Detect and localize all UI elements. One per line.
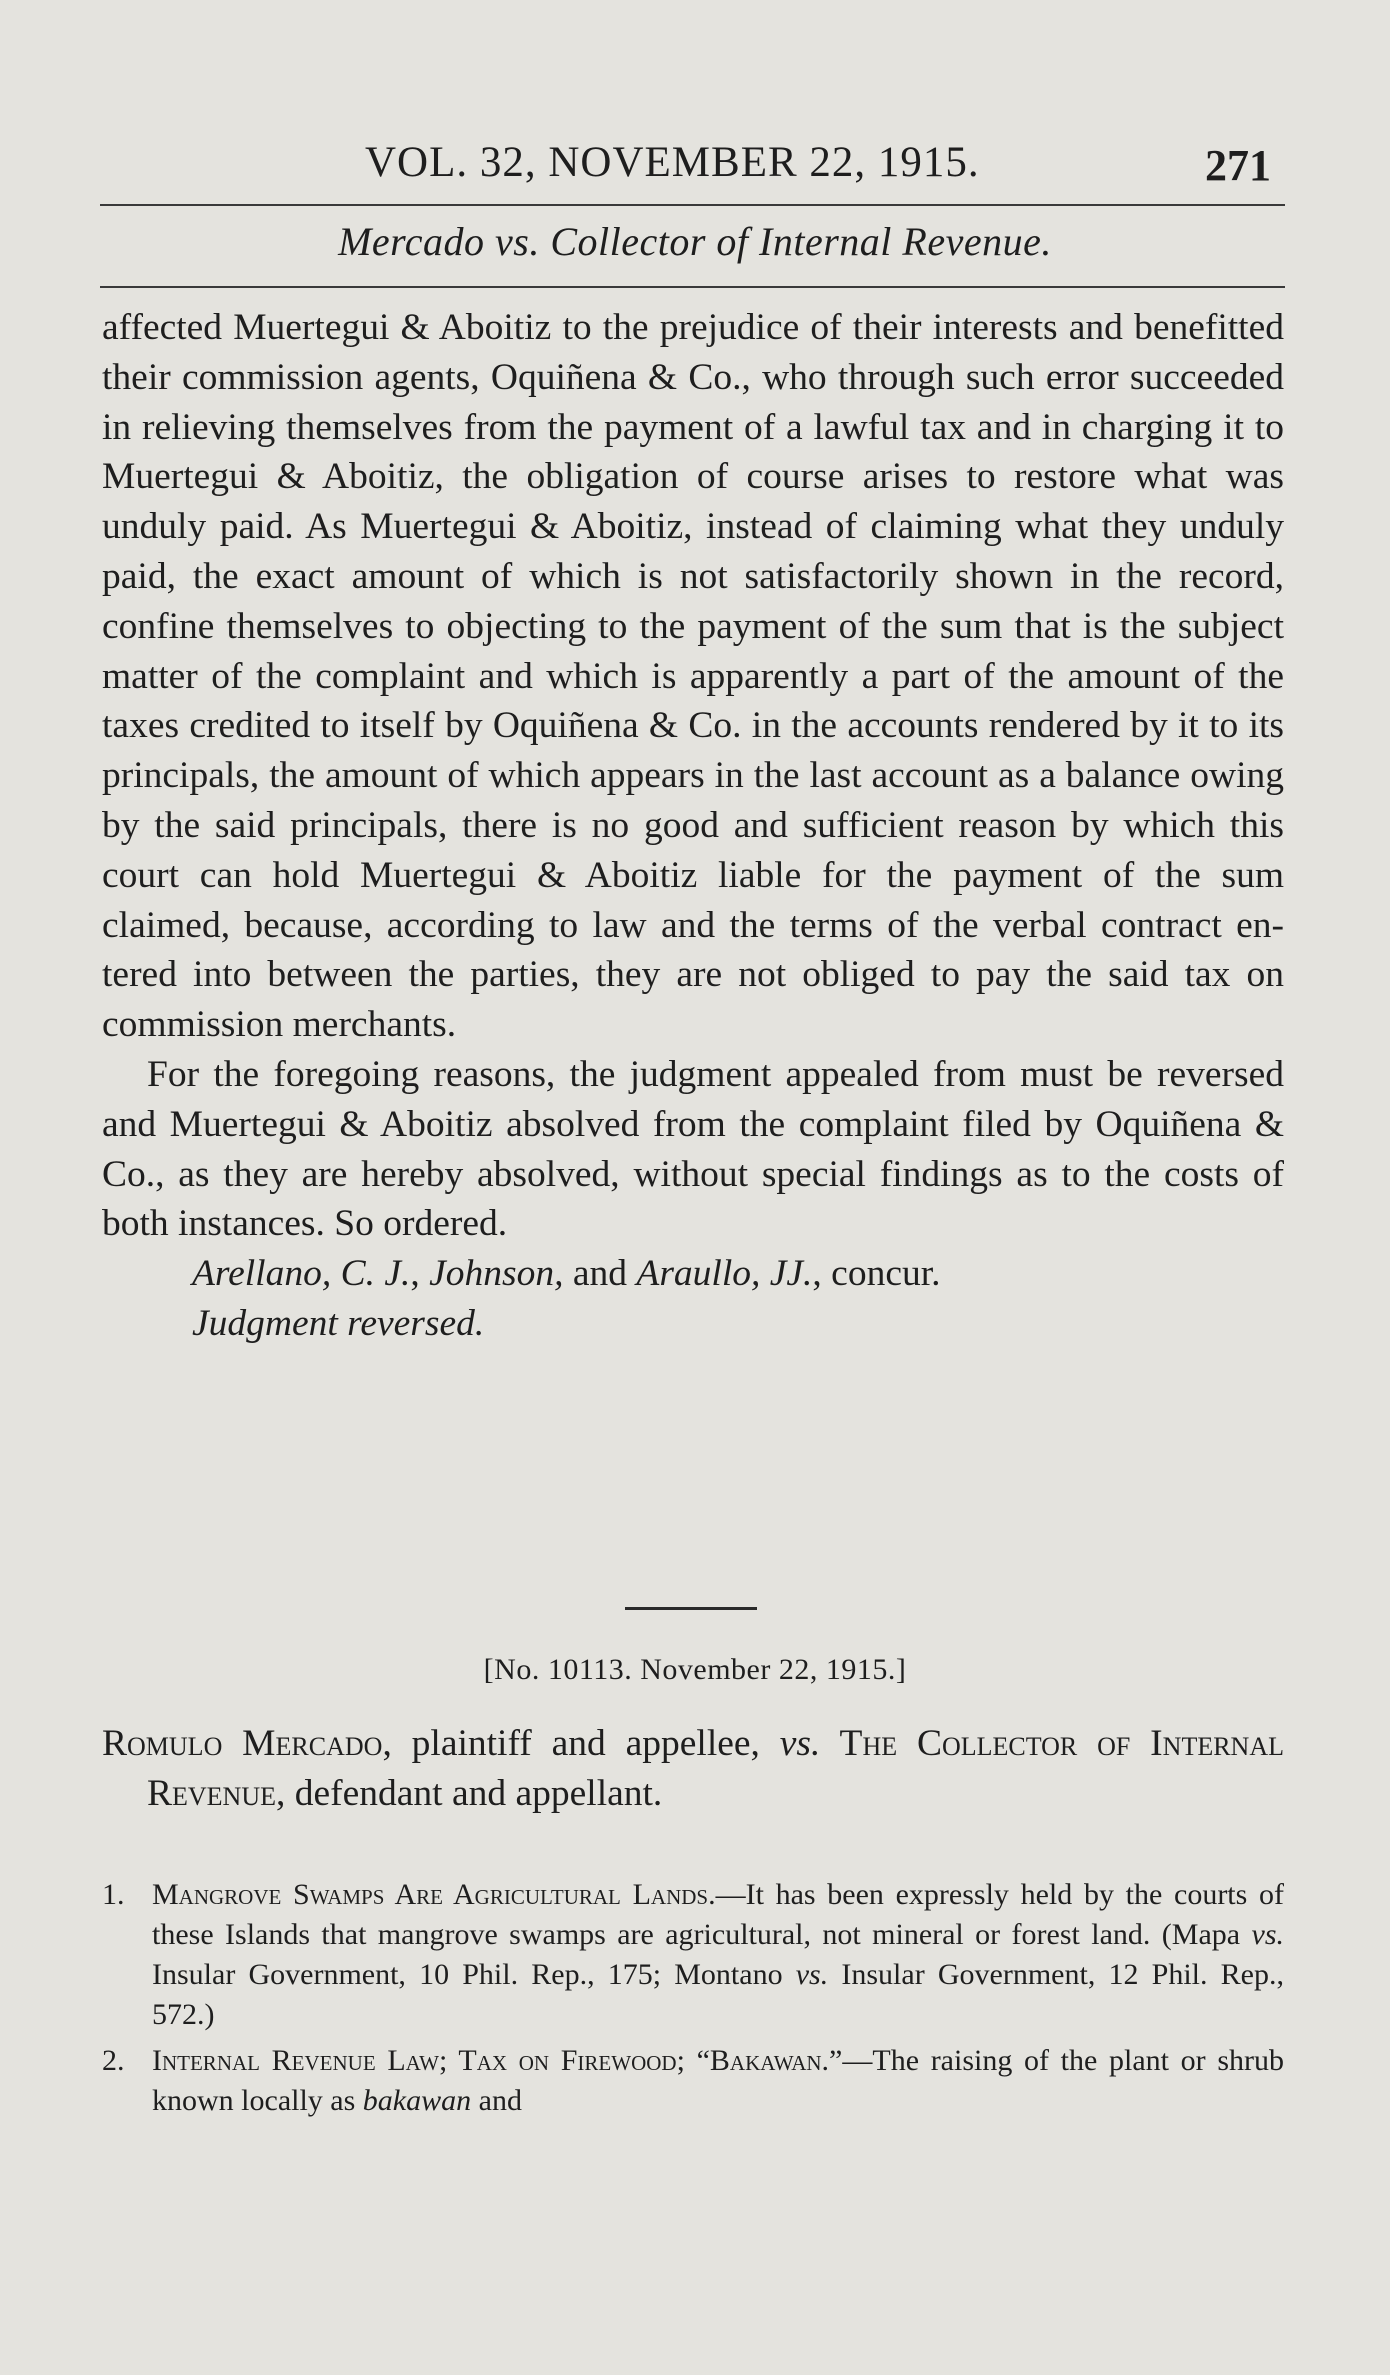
case-caption: Mercado vs. Collector of Internal Revenue.	[338, 219, 1052, 264]
judge-name: Araullo, JJ.	[636, 1253, 813, 1295]
section-divider	[625, 1607, 757, 1610]
concurrence-line	[102, 1249, 1284, 1299]
syllabus-number: 1.	[102, 1878, 125, 1911]
plaintiff-name: Romulo Mercado	[102, 1723, 383, 1764]
page-header	[0, 138, 1390, 208]
syllabus-heading: Mangrove Swamps Are Agricultural Lands.	[152, 1878, 716, 1911]
judge-name: Arellano, C. J.	[192, 1253, 411, 1295]
opinion-paragraph-2: For the foregoing reasons, the judgment appealed from must be reversed and Muertegui & Aboitiz absolved from the complaint filed by Oquiñena & Co., as they are hereby absolved, without special findings as to the costs of both instances. So ordered.	[102, 1053, 1284, 1245]
separator: ,	[410, 1253, 430, 1295]
versus: vs.	[1251, 1918, 1284, 1951]
judge-name: Johnson,	[429, 1253, 564, 1295]
header-rule-bottom	[100, 286, 1285, 288]
syllabus	[102, 1875, 1284, 2127]
syllabus-term: bakawan	[362, 2084, 472, 2117]
opinion-body	[102, 303, 1284, 1349]
versus: vs.	[779, 1723, 821, 1764]
defendant-role: , defendant and appellant.	[276, 1773, 663, 1814]
separator: and	[563, 1253, 637, 1295]
concur-text: , concur.	[812, 1253, 941, 1295]
judgment-result: Judgment reversed.	[192, 1302, 485, 1344]
syllabus-item	[102, 2041, 1284, 2121]
plaintiff-role: , plaintiff and appellee,	[382, 1723, 780, 1764]
defendant-name: The Collector of Internal Revenue	[147, 1723, 1284, 1814]
syllabus-text: Insular Government, 12 Phil. Rep., 572.)	[152, 1958, 1284, 2031]
syllabus-item	[102, 1875, 1284, 2035]
versus: vs.	[795, 1958, 829, 1991]
running-title: VOL. 32, NOVEMBER 22, 1915.	[365, 139, 980, 186]
docket-line: [No. 10113. November 22, 1915.]	[483, 1653, 907, 1686]
syllabus-number: 2.	[102, 2044, 125, 2077]
header-rule-top	[100, 204, 1285, 206]
opinion-paragraph-1: affected Muertegui & Aboitiz to the prejudice of their interests and benefitted their commission agents, Oquiñena & Co., who through such error succeeded in relieving themselves from the payment of a lawful tax and in charging it to Muertegui & Aboitiz, the obligation of course arises to restore what was unduly paid. As Muertegui & Aboitiz, instead of claiming what they unduly paid, the exact amount of which is not satisfactorily shown in the record, confine themselves to objecting to the payment of the sum that is the subject matter of the complaint and which is apparently a part of the amount of the taxes credited to itself by Oquiñena & Co. in the accounts rendered by it to its principals, the amount of which appears in the last account as a balance owing by the said principals, there is no good and sufficient reason by which this court can hold Muertegui & Aboitiz liable for the payment of the sum claimed, because, according to law and the terms of the verbal contract entered into between the parties, they are not obliged to pay the said tax on commission merchants.	[102, 307, 1284, 1046]
syllabus-heading: Internal Revenue Law; Tax on Firewood; “Bakawan.”	[152, 2044, 843, 2077]
syllabus-text: Insular Government, 10 Phil. Rep., 175; Montano	[152, 1958, 796, 1991]
case-parties	[102, 1719, 1284, 1819]
syllabus-text: —It has been expressly held by the courts of these Islands that mangrove swamps are agricultural, not mineral or forest land. (Mapa	[152, 1878, 1284, 1951]
syllabus-text: and	[471, 2084, 522, 2117]
page-number: 271	[1205, 141, 1271, 190]
syllabus-text: —The raising of the plant or shrub known locally as	[152, 2044, 1284, 2117]
